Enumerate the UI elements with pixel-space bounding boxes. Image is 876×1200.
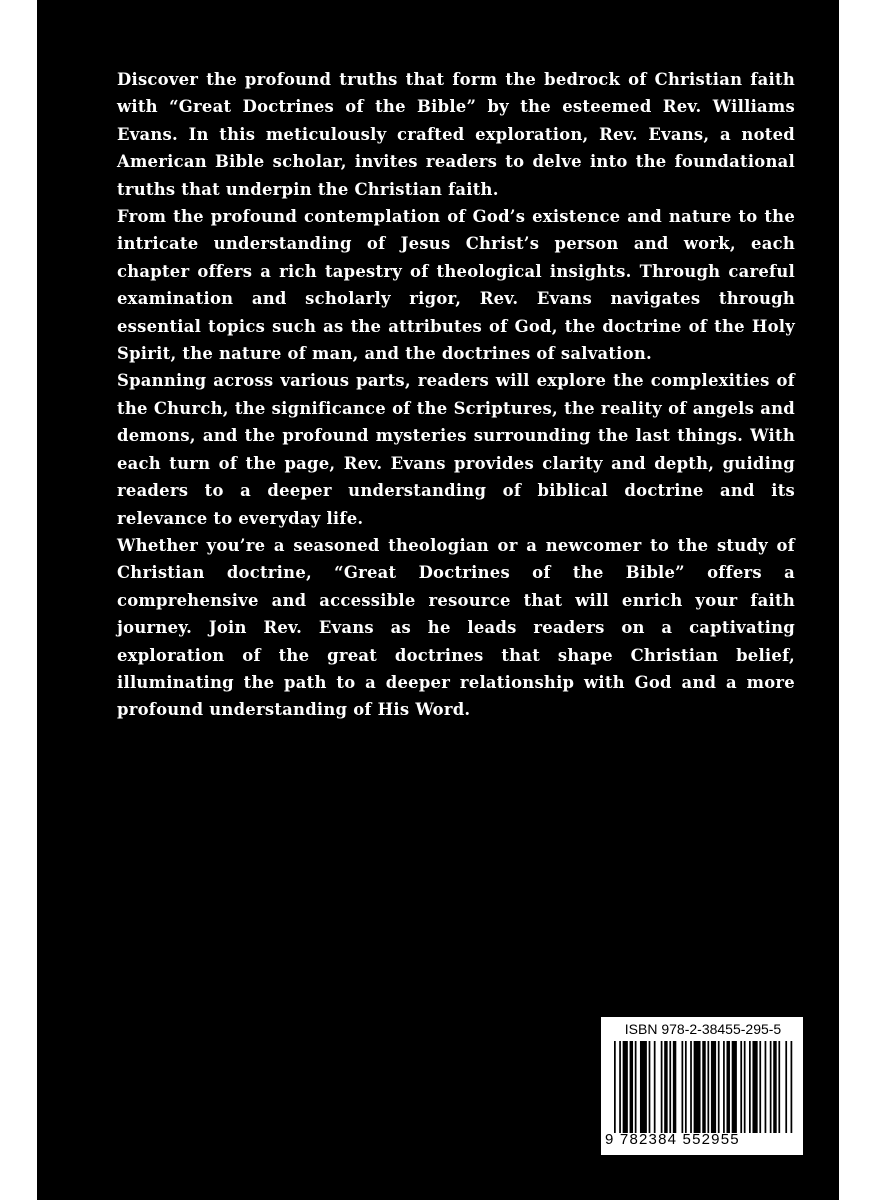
description-paragraph-4: Whether you’re a seasoned theologian or a newcomer to the study of Christian doctrine, “Great Doctrines of the Bible” offers a comprehensive and accessible resource that will enrich your faith journey. Join Rev. Evans as he leads readers on a captivating exploration of the great doctrines that shape Christian belief, illuminating the path to a deeper relationship with God and a more profound understanding of His Word. xyxy=(117,535,795,720)
barcode-digits: 9 782384 552955 xyxy=(605,1131,740,1148)
barcode-icon xyxy=(614,1041,794,1133)
isbn-barcode-box xyxy=(601,1017,803,1155)
description-paragraph-2: From the profound contemplation of God’s existence and nature to the intricate understanding of Jesus Christ’s person and work, each chapter offers a rich tapestry of theological insights. Through careful examination and scholarly rigor, Rev. Evans navigates through essential topics such as the attributes of God, the doctrine of the Holy Spirit, the nature of man, and the doctrines of salvation. xyxy=(117,207,795,364)
description-paragraph-1: Discover the profound truths that form the bedrock of Christian faith with “Great Doctrines of the Bible” by the esteemed Rev. Williams Evans. In this meticulously crafted exploration, Rev. Evans, a noted American Bible scholar, invites readers to delve into the foundational truths that underpin the Christian faith. xyxy=(117,70,795,199)
book-description xyxy=(117,66,795,724)
description-paragraph-3: Spanning across various parts, readers will explore the complexities of the Church, the significance of the Scriptures, the reality of angels and demons, and the profound mysteries surrounding the last things. With each turn of the page, Rev. Evans provides clarity and depth, guiding readers to a deeper understanding of biblical doctrine and its relevance to everyday life. xyxy=(117,371,795,528)
isbn-label: ISBN 978-2-38455-295-5 xyxy=(624,1021,782,1037)
